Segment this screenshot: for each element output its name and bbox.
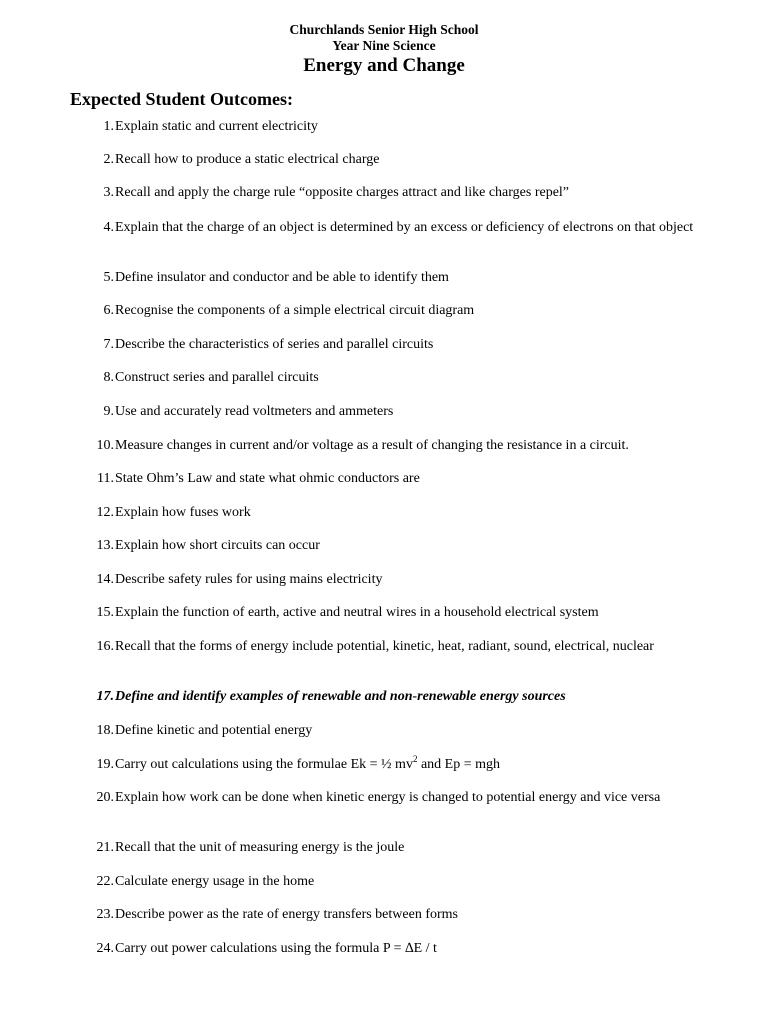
- formula-text-post: and Ep = mgh: [417, 757, 500, 772]
- outcome-text: Explain the function of earth, active and neutral wires in a household electrical system: [115, 605, 599, 620]
- outcome-item: [92, 504, 702, 521]
- outcome-number: 21.: [96, 840, 114, 855]
- outcome-number: 18.: [96, 723, 114, 738]
- outcome-text: Define insulator and conductor and be able to identify them: [115, 270, 449, 285]
- outcome-item: [92, 118, 702, 135]
- outcome-number: 22.: [96, 874, 114, 889]
- outcome-number: 11.: [97, 471, 114, 486]
- outcome-text: Explain static and current electricity: [115, 119, 318, 134]
- outcome-text: Describe safety rules for using mains electricity: [115, 572, 383, 587]
- formula-superscript: 2: [412, 754, 418, 764]
- outcome-text: Explain how short circuits can occur: [115, 538, 320, 553]
- outcome-number: 3.: [103, 185, 114, 200]
- outcome-number: 2.: [103, 152, 114, 167]
- outcome-item: [92, 638, 702, 655]
- outcome-number: 20.: [96, 790, 114, 805]
- outcome-item: [92, 403, 702, 420]
- outcome-text: Recall that the unit of measuring energy is the joule: [115, 840, 405, 855]
- outcome-number: 4.: [103, 220, 114, 235]
- outcome-item: [92, 151, 702, 168]
- outcome-text: Define and identify examples of renewable and non-renewable energy sources: [115, 689, 566, 704]
- outcome-number: 1.: [103, 119, 114, 134]
- outcome-number: 16.: [96, 639, 114, 654]
- outcome-text: Construct series and parallel circuits: [115, 370, 319, 385]
- formula-text-pre: Carry out calculations using the formulae Ek = ½ mv: [115, 757, 413, 772]
- outcome-item: [92, 437, 702, 454]
- outcome-item: [92, 722, 702, 739]
- outcome-item: [92, 470, 702, 487]
- outcome-text: Explain how fuses work: [115, 505, 251, 520]
- outcome-item: [92, 336, 702, 353]
- outcome-text: Explain that the charge of an object is determined by an excess or deficiency of electrons on that object: [115, 220, 694, 235]
- outcome-item: [92, 219, 702, 236]
- outcomes-heading: Expected Student Outcomes:: [70, 89, 293, 109]
- outcome-text: Recall that the forms of energy include potential, kinetic, heat, radiant, sound, electrical, nuclear: [115, 639, 654, 654]
- outcome-number: 15.: [96, 605, 114, 620]
- outcome-text: Use and accurately read voltmeters and ammeters: [115, 404, 394, 419]
- outcome-text: Calculate energy usage in the home: [115, 874, 315, 889]
- outcome-text: [115, 756, 702, 773]
- outcome-item: [92, 906, 702, 923]
- outcome-number: 12.: [96, 505, 114, 520]
- outcome-number: 9.: [103, 404, 114, 419]
- outcome-number: 5.: [103, 270, 114, 285]
- outcome-item: [92, 571, 702, 588]
- outcome-text: Explain how work can be done when kinetic energy is changed to potential energy and vice versa: [115, 790, 661, 805]
- outcome-item: [92, 537, 702, 554]
- outcome-number: 10.: [96, 438, 114, 453]
- outcome-item: [92, 940, 702, 957]
- outcome-text: Describe power as the rate of energy transfers between forms: [115, 907, 458, 922]
- outcome-number: 13.: [96, 538, 114, 553]
- outcome-text: Recall and apply the charge rule “opposite charges attract and like charges repel”: [115, 185, 570, 200]
- outcome-number: 19.: [96, 757, 114, 772]
- outcome-number: 24.: [96, 941, 114, 956]
- outcome-item: [92, 184, 702, 201]
- outcome-number: 23.: [96, 907, 114, 922]
- outcome-item: [92, 756, 702, 773]
- outcome-item-highlighted: [92, 688, 702, 705]
- outcome-text: Recall how to produce a static electrical charge: [115, 152, 380, 167]
- outcome-number: 8.: [103, 370, 114, 385]
- school-name: Churchlands Senior High School: [289, 22, 479, 37]
- outcome-number: 7.: [103, 337, 114, 352]
- outcome-text: Measure changes in current and/or voltage as a result of changing the resistance in a circuit.: [115, 438, 629, 453]
- outcome-text: Carry out power calculations using the formula P = ∆E / t: [115, 941, 437, 956]
- outcome-number: 14.: [96, 572, 114, 587]
- outcome-item: [92, 302, 702, 319]
- outcome-item: [92, 604, 702, 621]
- outcome-number: 6.: [103, 303, 114, 318]
- outcome-text: Define kinetic and potential energy: [115, 723, 313, 738]
- outcome-text: Describe the characteristics of series and parallel circuits: [115, 337, 434, 352]
- outcome-item: [92, 369, 702, 386]
- outcome-item: [92, 269, 702, 286]
- page-title: Energy and Change: [303, 55, 465, 76]
- outcome-item: [92, 789, 702, 806]
- course-name: Year Nine Science: [332, 38, 436, 53]
- outcome-text: Recognise the components of a simple electrical circuit diagram: [115, 303, 475, 318]
- outcome-text: State Ohm’s Law and state what ohmic conductors are: [115, 471, 420, 486]
- outcome-number: 17.: [96, 689, 114, 704]
- outcome-item: [92, 873, 702, 890]
- outcome-item: [92, 839, 702, 856]
